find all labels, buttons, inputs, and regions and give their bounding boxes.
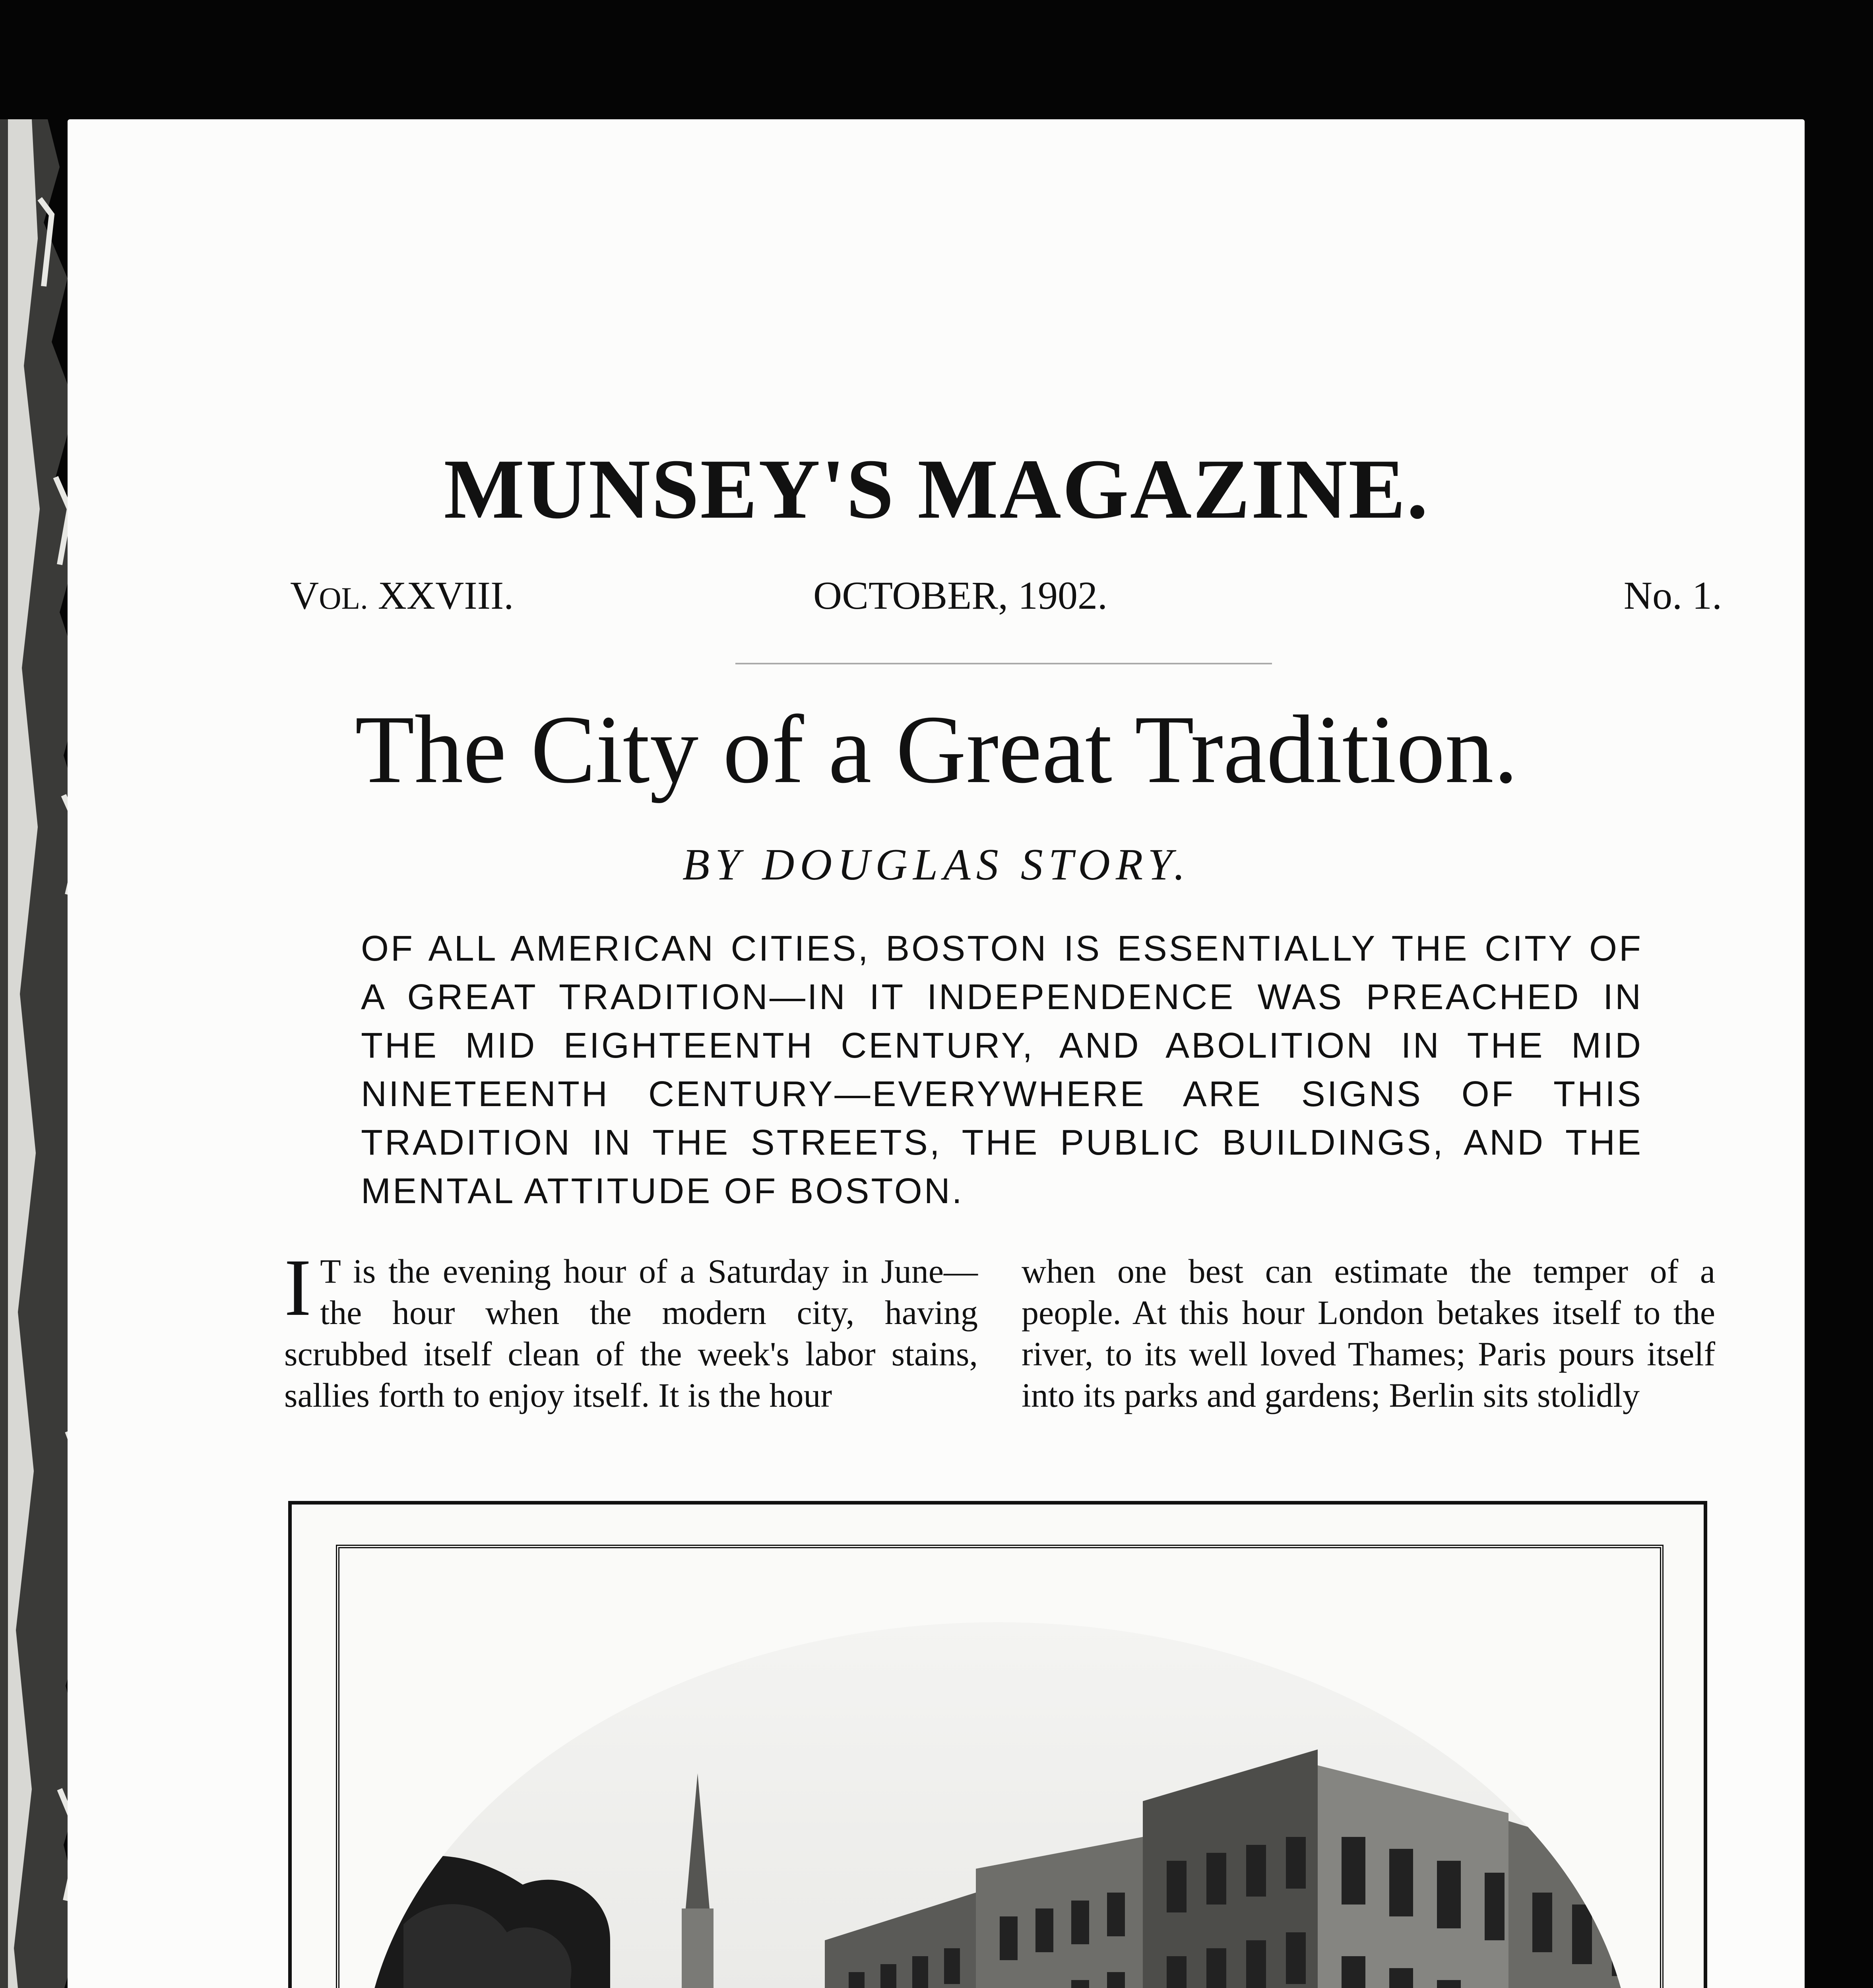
article-column-left [284,1242,978,1461]
street-photograph [356,1614,1640,1988]
article-column-right: when one best can estimate the temper of a people. At this hour London betakes itself to the river, to its well loved Thames; Paris pours itself into its parks and gardens; Berlin sits stolidly [1022,1252,1715,1414]
article-summary: OF ALL AMERICAN CITIES, BOSTON IS ESSENTIALLY THE CITY OF A GREAT TRADITION—IN IT INDEPENDENCE WAS PREACHED IN THE MID EIGHTEENTH CENTURY, AND ABOLITION IN THE MID NINETEENTH CENTURY—EVERYWHERE ARE SIGNS OF THIS TRADITION IN THE STREETS, THE PUBLIC BUILDINGS, AND THE MENTAL ATTITUDE OF BOSTON. [361,929,1643,1211]
volume-number: XXVIII. [368,573,514,617]
issue-date: OCTOBER, 1902. [813,573,1107,617]
column-left-text: T is the evening hour of a Saturday in June—the hour when the modern city, having scrubbed itself clean of the week's labor stains, sallies forth to enjoy itself. It is the hour [284,1252,978,1414]
header-divider [735,663,1272,664]
article-byline: BY DOUGLAS STORY. [682,840,1191,889]
masthead-title: MUNSEY'S MAGAZINE. [444,441,1429,536]
volume-prefix: V [290,573,319,617]
drop-cap: I [284,1242,312,1333]
issue-number: No. 1. [1623,573,1722,617]
volume-smallcaps: OL. [319,581,368,615]
article-title: The City of a Great Tradition. [355,695,1518,803]
